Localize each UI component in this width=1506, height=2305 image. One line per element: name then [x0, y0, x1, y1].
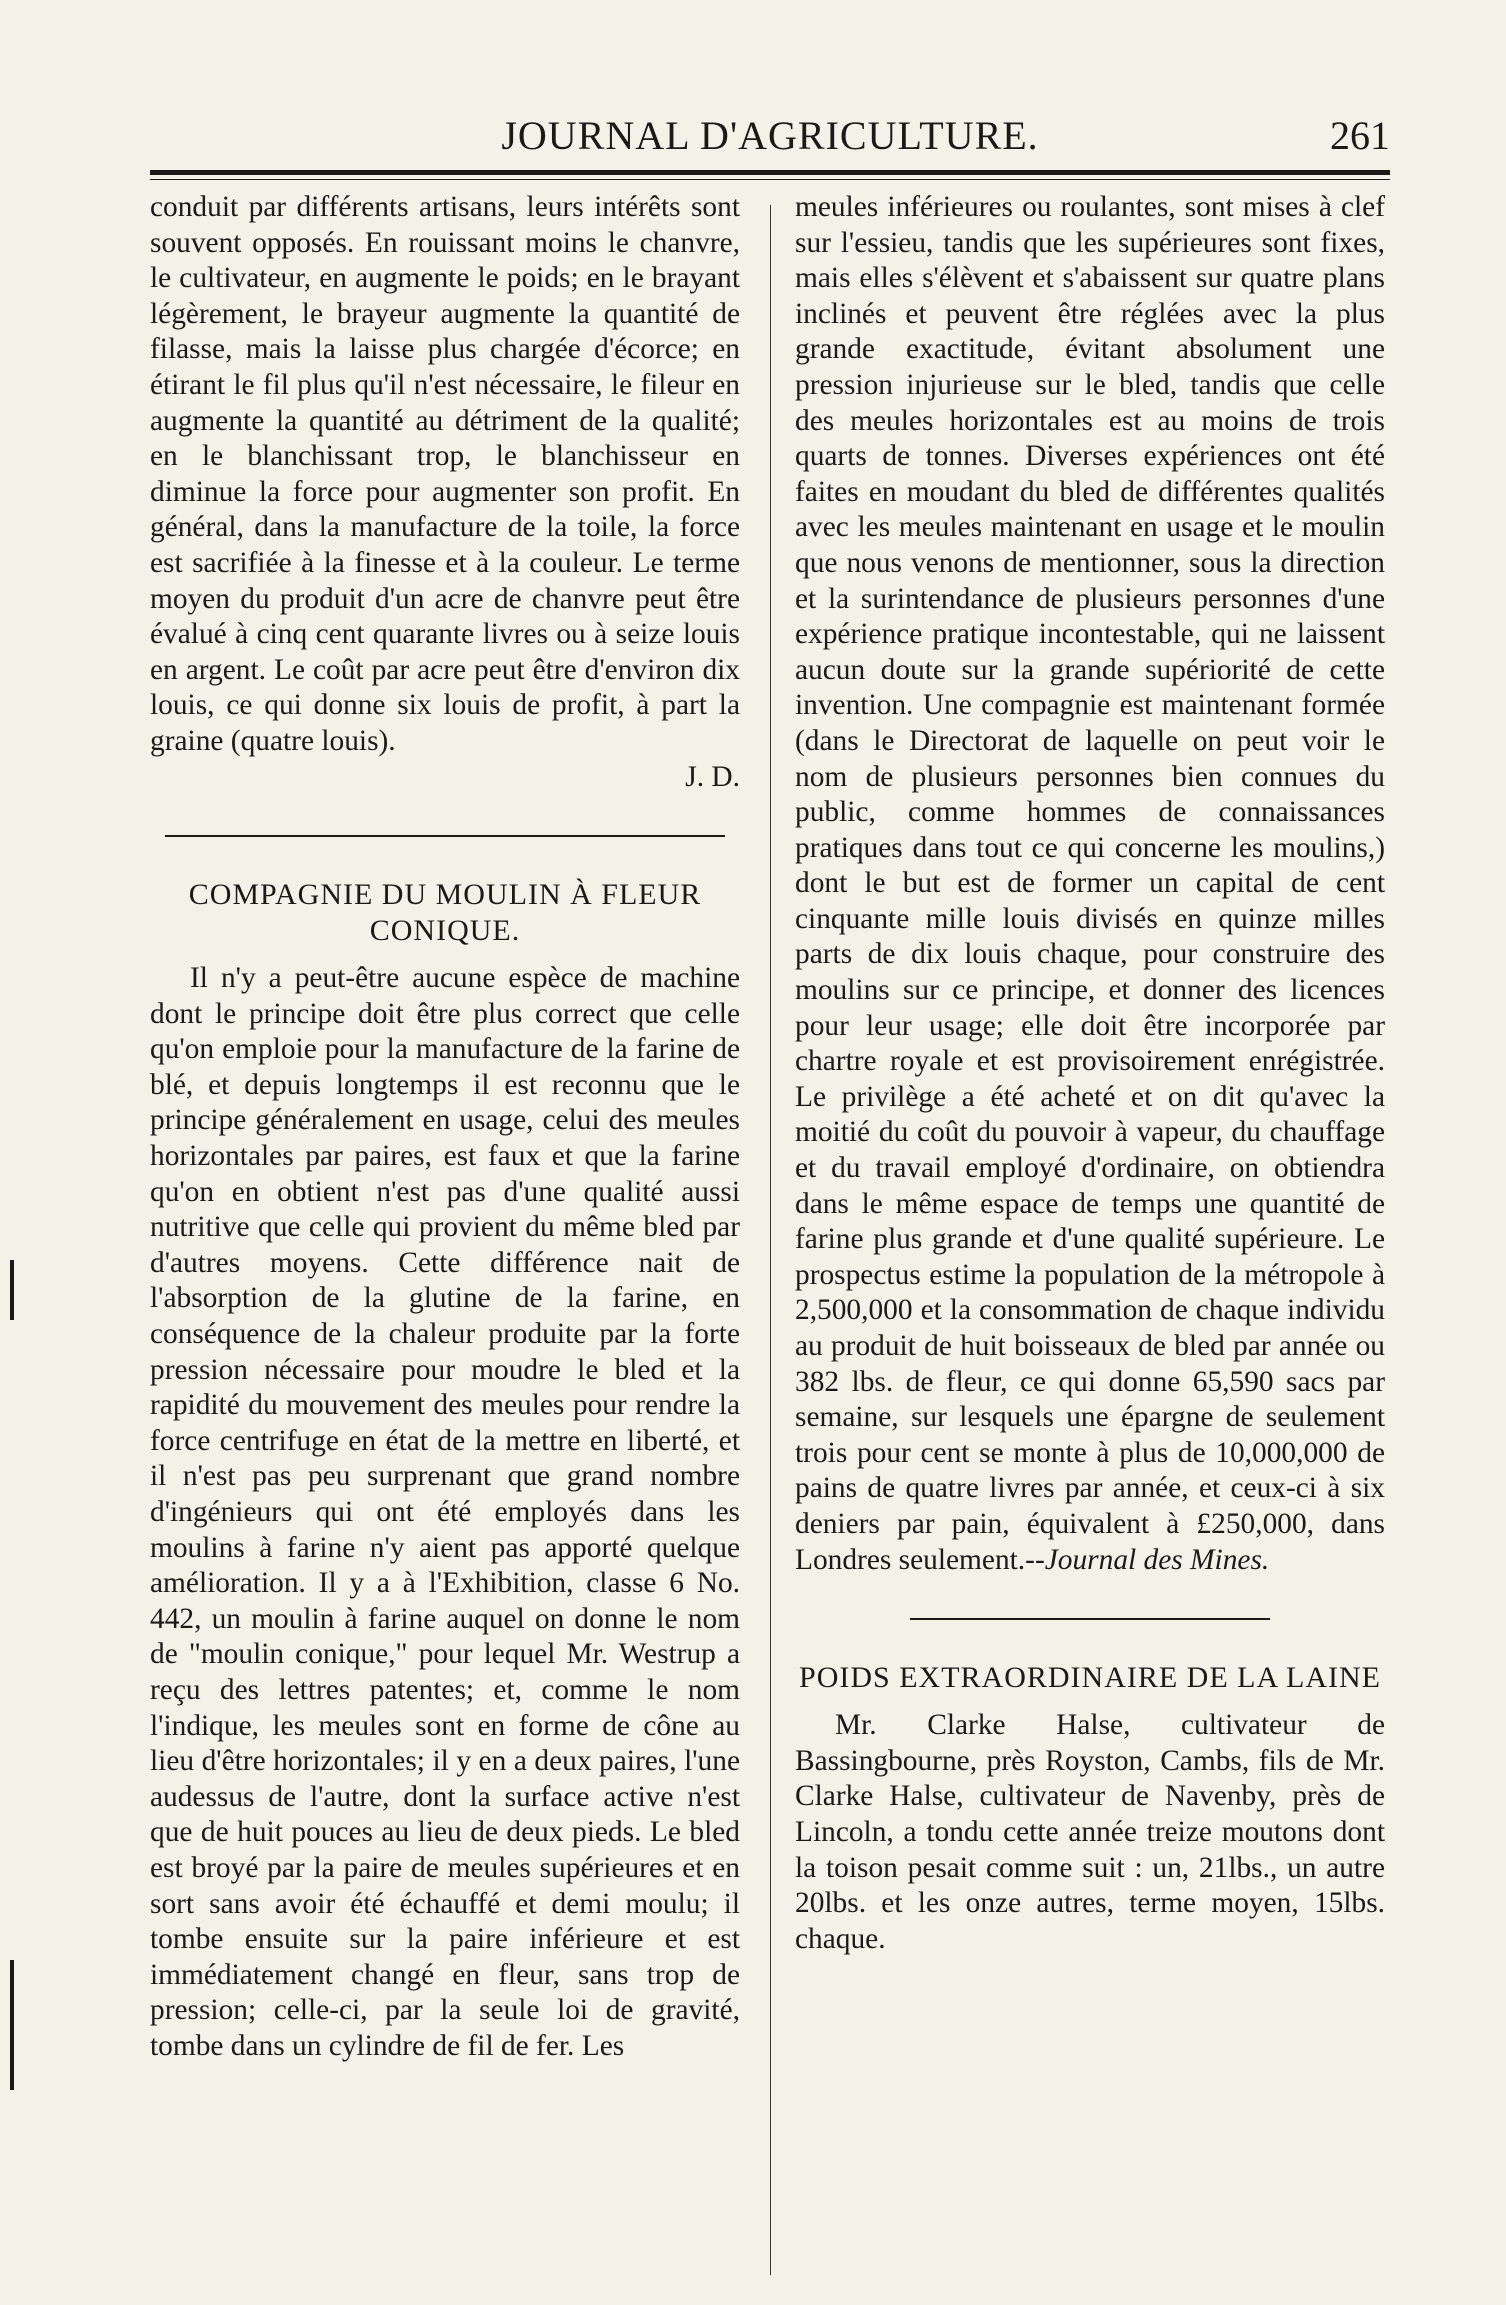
intro-signature: J. D.: [685, 760, 740, 793]
header-rule-thick: [150, 170, 1390, 175]
section-title-moulin: COMPAGNIE DU MOULIN À FLEUR CONIQUE.: [188, 878, 702, 948]
page-header: [150, 100, 1390, 160]
column-divider: [770, 205, 771, 2275]
continuation-paragraph: [795, 190, 1385, 1578]
section-paragraph-laine: Mr. Clarke Halse, cultivateur de Bassingbourne, près Royston, Cambs, fils de Mr. Clarke Halse, cultivateur de Navenby, près de Lincoln, a tondu cette année treize moutons dont la toison pesait comme suit : un, 21lbs., un autre 20lbs. et les onze autres, terme moyen, 15lbs. chaque.: [795, 1709, 1385, 1955]
left-column: [150, 190, 740, 2065]
section-separator: [910, 1618, 1270, 1620]
section-title-laine: POIDS EXTRAORDINAIRE DE LA LAINE: [799, 1661, 1381, 1695]
right-column: [795, 190, 1385, 1957]
scan-edge-mark: [10, 1260, 14, 1320]
intro-paragraph: conduit par différents artisans, leurs intérêts sont souvent opposés. En rouissant moins le chanvre, le cultivateur, en augmente le poids; en le brayant légèrement, le brayeur augmente la quantité de filasse, mais la laisse plus chargée d'écorce; en étirant le fil plus qu'il n'est nécessaire, le fileur en augmente la quantité au détriment de la qualité; en le blanchissant trop, le blanchisseur en diminue la force pour augmenter son profit. En général, dans la manufacture de la toile, la force est sacrifiée à la finesse et à la couleur. Le terme moyen du produit d'un acre de chanvre peut être évalué à cinq cent quarante livres ou à seize louis en argent. Le coût par acre peut être d'environ dix louis, ce qui donne six louis de profit, à part la graine (quatre louis).: [150, 191, 740, 757]
continuation-source: --Journal des Mines.: [1025, 1543, 1270, 1576]
continuation-text: meules inférieures ou roulantes, sont mises à clef sur l'essieu, tandis que les supérieures sont fixes, mais elles s'élèvent et s'abaissent sur quatre plans inclinés et peuvent être réglées avec la plus grande exactitude, évitant absolument une pression injurieuse sur le bled, tandis que celle des meules horizontales est au moins de trois quarts de tonnes. Diverses expériences ont été faites en moudant du bled de différentes qualités avec les meules maintenant en usage et le moulin que nous venons de mentionner, sous la direction et la surintendance de plusieurs personnes d'une expérience pratique incontestable, qui ne laissent aucun doute sur la grande supériorité de cette invention. Une compagnie est maintenant formée (dans le Directorat de laquelle on peut voir le nom de plusieurs personnes bien connues du public, comme hommes de connaissances pratiques dans tout ce qui concerne les moulins,) dont le but est de former un capital de cent cinquante mille louis divisés en quinze milles parts de dix louis chaque, pour construire des moulins sur ce principe, et donner des licences pour leur usage; elle doit être incorporée par chartre royale et est provisoirement enrégistrée. Le privilège a été acheté et on dit qu'avec la moitié du coût du pouvoir à vapeur, du chauffage et du travail employé d'ordinaire, on obtiendra dans le même espace de temps une quantité de farine plus grande et d'une qualité supérieure. Le prospectus estime la population de la métropole à 2,500,000 et la consommation de chaque individu au produit de huit boisseaux de bled par année ou 382 lbs. de fleur, ce qui donne 65,590 sacs par semaine, sur lesquels une épargne de seulement trois pour cent se monte à plus de 10,000,000 de pains de quatre livres par année, et ceux-ci à six deniers par pain, équivalent à £250,000, dans Londres seulement.: [795, 191, 1385, 1576]
header-rule-thin: [150, 179, 1390, 180]
scan-edge-mark: [10, 1960, 14, 2090]
journal-title: JOURNAL D'AGRICULTURE.: [501, 113, 1039, 158]
section-separator: [165, 835, 725, 837]
section-paragraph-moulin: Il n'y a peut-être aucune espèce de machine dont le principe doit être plus correct que celle qu'on emploie pour la manufacture de la farine de blé, et depuis longtemps il est reconnu que le principe généralement en usage, celui des meules horizontales par paires, est faux et que la farine qu'on en obtient n'est pas d'une qualité aussi nutritive que celle qui provient du même bled par d'autres moyens. Cette différence nait de l'absorption de la glutine de la farine, en conséquence de la chaleur produite par la forte pression nécessaire pour moudre le bled et la rapidité du mouvement des meules pour rendre la force centrifuge en état de la mettre en liberté, et il n'est pas peu surprenant que grand nombre d'ingénieurs qui ont été employés dans les moulins à farine n'y aient pas apporté quelque amélioration. Il y a à l'Exhibition, classe 6 No. 442, un moulin à farine auquel on donne le nom de "moulin conique," pour lequel Mr. Westrup a reçu des lettres patentes; et, comme le nom l'indique, les meules sont en forme de cône au lieu d'être horizontales; il y en a deux paires, l'une audessus de l'autre, dont la surface active n'est que de huit pouces au lieu de deux pieds. Le bled est broyé par la paire de meules supérieures et en sort sans avoir été échauffé et demi moulu; il tombe ensuite sur la paire inférieure et est immédiatement changé en fleur, sans trop de pression; celle-ci, par la seule loi de gravité, tombe dans un cylindre de fil de fer. Les: [150, 962, 740, 2062]
page-number: 261: [1330, 113, 1390, 158]
